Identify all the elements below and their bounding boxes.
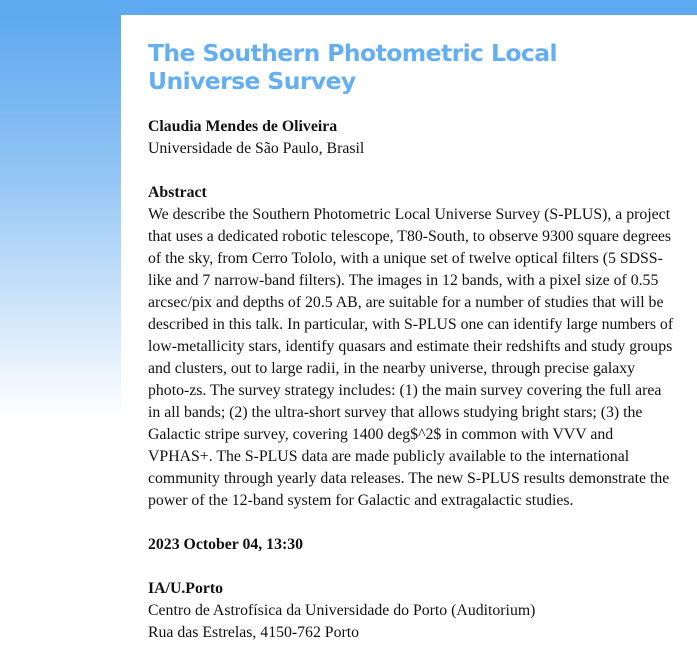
venue-name: IA/U.Porto <box>148 580 224 597</box>
venue-address: Rua das Estrelas, 4150-762 Porto <box>148 624 360 641</box>
page-title: The Southern Photometric Local Universe Survey <box>148 39 557 95</box>
event-datetime: 2023 October 04, 13:30 <box>148 536 304 553</box>
venue-room: Centro de Astrofísica da Universidade do Porto (Auditorium) <box>148 602 536 619</box>
top-accent-strip <box>0 0 697 15</box>
author-affiliation: Universidade de São Paulo, Brasil <box>148 140 365 157</box>
abstract-text: We describe the Southern Photometric Local Universe Survey (S-PLUS), a project that uses a dedicated robotic telescope, T80-South, to observe 9300 square degrees of the sky, from Cerro Tololo, with a unique set of twelve optical filters (5 SDSS-like and 7 narrow-band filters). The images in 12 bands, with a pixel size of 0.55 arcsec/pix and depths of 20.5 AB, are suitable for a number of studies that will be described in this talk. In particular, with S-PLUS one can identify large numbers of low-metallicity stars, identify quasars and estimate their redshifts and study groups and clusters, out to large radii, in the nearby universe, through precise galaxy photo-zs. The survey strategy includes: (1) the main survey covering the full area in all bands; (2) the ultra-short survey that allows studying bright stars; (3) the Galactic stripe survey, covering 1400 deg$^2$ in common with VVV and VPHAS+. The S-PLUS data are made publicly available to the international community through yearly data releases. The new S-PLUS results demonstrate the power of the 12-band system for Galactic and extragalactic studies. <box>148 206 674 509</box>
abstract-heading: Abstract <box>148 184 207 201</box>
seminar-card <box>121 15 697 666</box>
venue-block <box>148 578 676 644</box>
author-block <box>148 116 676 160</box>
abstract-block <box>148 182 676 512</box>
datetime-block <box>148 534 676 556</box>
author-name: Claudia Mendes de Oliveira <box>148 118 338 135</box>
